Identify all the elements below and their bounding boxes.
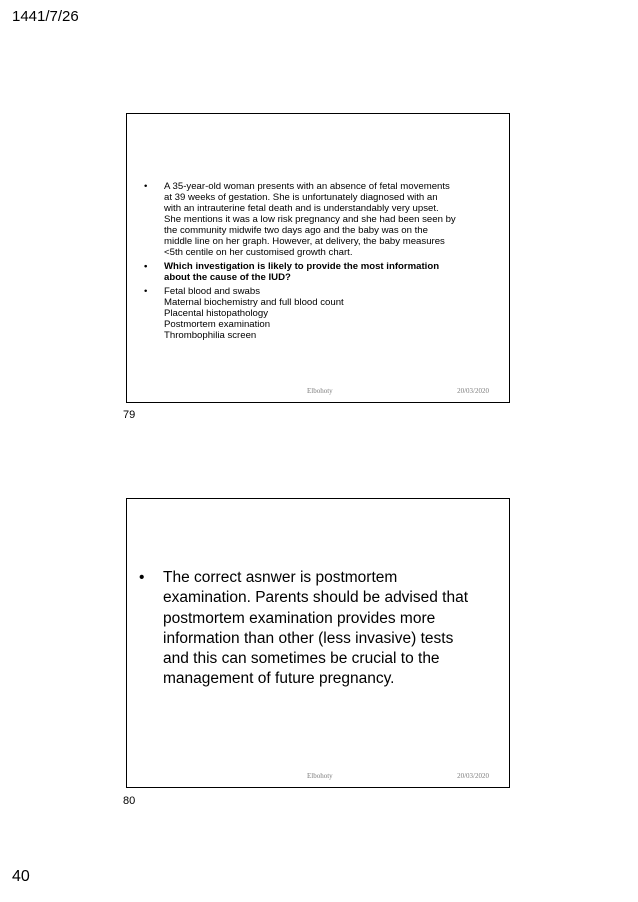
slide-footer-date: 20/03/2020: [457, 387, 489, 395]
case-line: A 35-year-old woman presents with an absence of fetal movements: [164, 181, 450, 192]
options-bullet: [144, 286, 494, 341]
case-line: <5th centile on her customised growth chart.: [164, 247, 353, 258]
slide-number: 80: [123, 795, 136, 807]
option-item: Placental histopathology: [164, 308, 269, 319]
answer-bullet: [139, 568, 489, 690]
bullet-icon: •: [144, 181, 148, 192]
case-description-bullet: [144, 181, 494, 258]
slide-footer-date: 20/03/2020: [457, 772, 489, 780]
option-item: Fetal blood and swabs: [164, 286, 260, 297]
answer-line: management of future pregnancy.: [163, 670, 395, 688]
bullet-icon: •: [139, 569, 145, 586]
answer-line: information than other (less invasive) tests: [163, 629, 454, 647]
answer-line: examination. Parents should be advised that: [163, 589, 469, 607]
slide-footer-author: Elbohoty: [307, 387, 333, 395]
slide-80: [126, 498, 510, 788]
case-line: the community midwife two days ago and the baby was on the: [164, 225, 428, 236]
answer-line: The correct asnwer is postmortem: [163, 569, 398, 586]
question-line: about the cause of the IUD?: [164, 272, 291, 283]
option-item: Postmortem examination: [164, 319, 271, 330]
case-line: She mentions it was a low risk pregnancy and she had been seen by: [164, 214, 456, 225]
question-line: Which investigation is likely to provide the most information: [164, 261, 440, 272]
case-line: middle line on her graph. However, at delivery, the baby measures: [164, 236, 445, 247]
answer-line: postmortem examination provides more: [163, 609, 436, 627]
option-item: Maternal biochemistry and full blood count: [164, 297, 344, 308]
case-line: at 39 weeks of gestation. She is unfortunately diagnosed with an: [164, 192, 438, 203]
slide-footer-author: Elbohoty: [307, 772, 333, 780]
bullet-icon: •: [144, 286, 148, 297]
option-item: Thrombophilia screen: [164, 330, 257, 341]
slide-80-bullet-list: [139, 568, 489, 690]
page-header-date: 1441/7/26: [12, 8, 79, 25]
question-bullet: [144, 261, 494, 283]
slide-79: [126, 113, 510, 403]
answer-line: and this can sometimes be crucial to the: [163, 650, 440, 668]
slide-79-bullet-list: [144, 181, 494, 344]
case-line: with an intrauterine fetal death and is understandably very upset.: [164, 203, 439, 214]
page-number: 40: [12, 868, 30, 885]
slide-number: 79: [123, 409, 136, 421]
bullet-icon: •: [144, 261, 148, 272]
